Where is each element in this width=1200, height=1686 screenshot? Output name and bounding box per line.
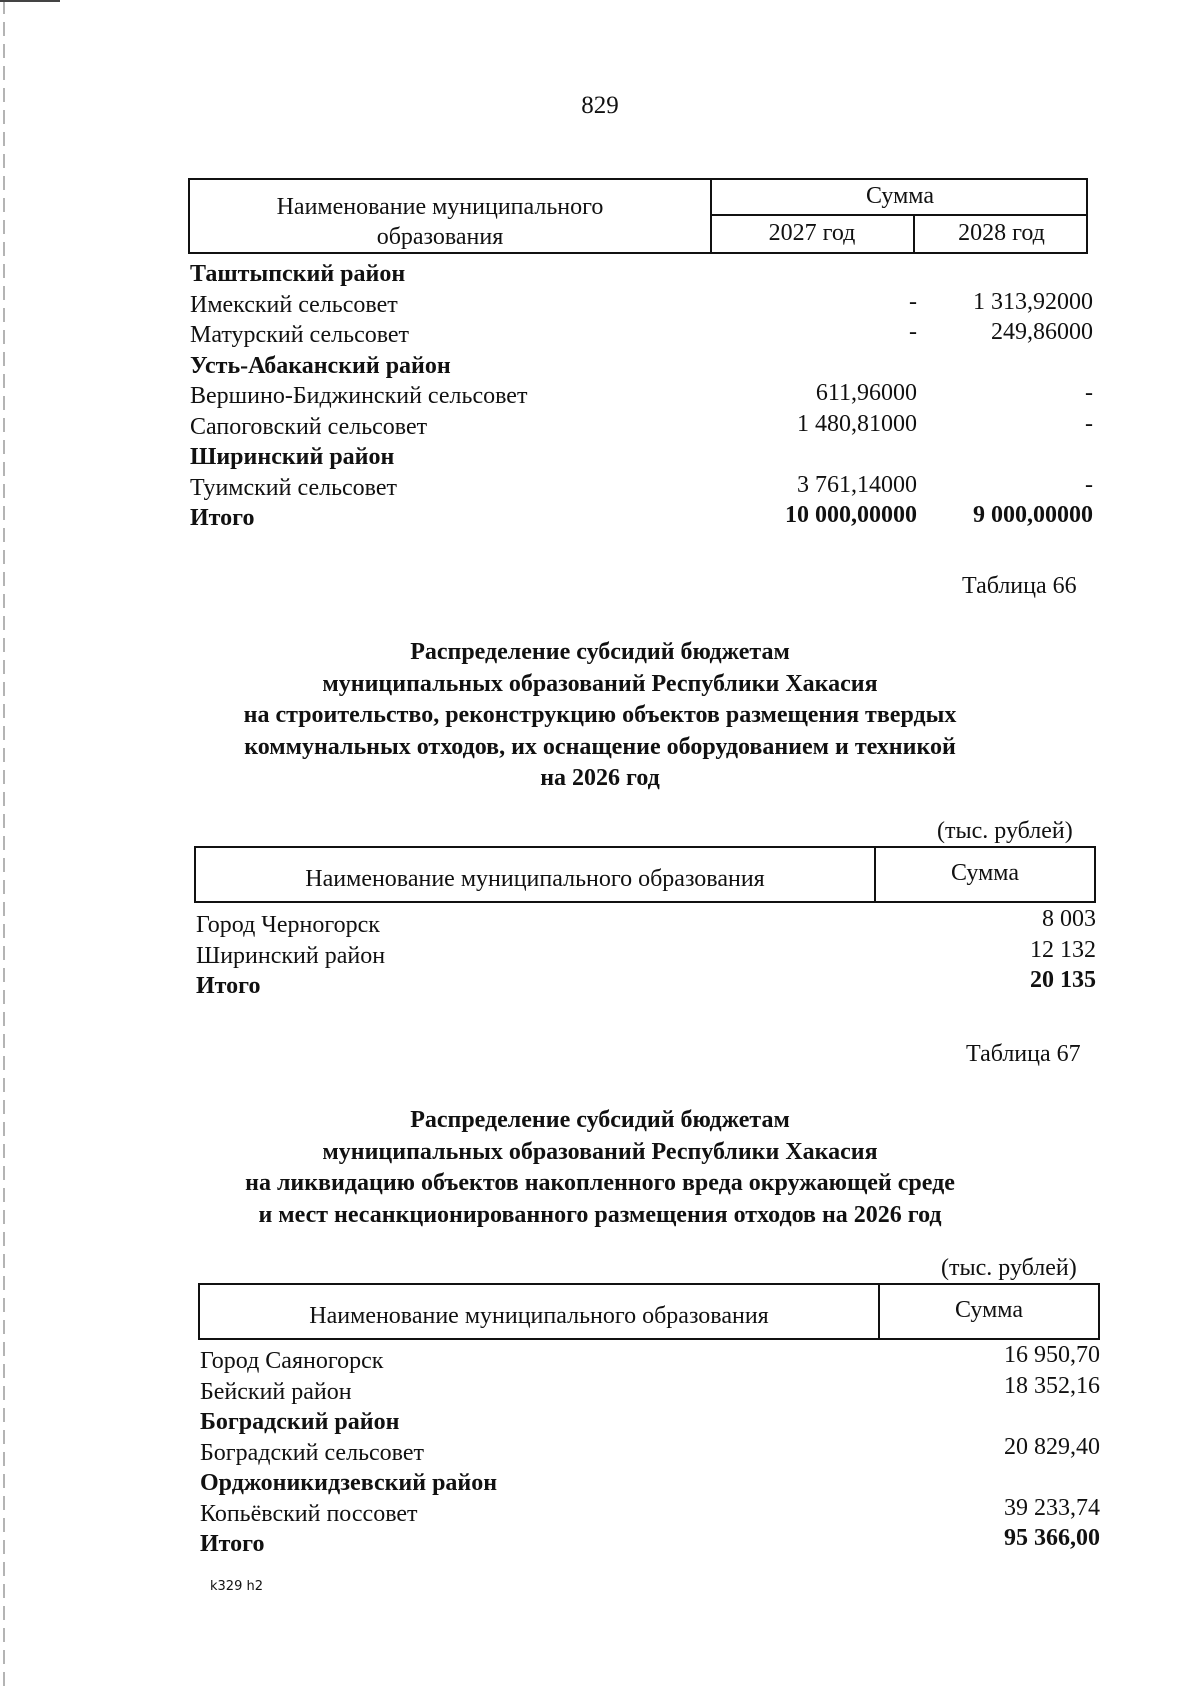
t65-row-2028: 1 313,92000 [973,289,1093,315]
t67-row-name: Копьёвский поссовет [200,1501,418,1527]
t66-row-name: Город Черногорск [196,912,380,938]
t67-row-sum: 39 233,74 [1004,1495,1100,1521]
t66-row-sum: 8 003 [1042,906,1096,932]
t65-row-2027: 3 761,14000 [797,472,917,498]
t65-row-2028: 249,86000 [991,319,1093,345]
t67-title-line: на ликвидацию объектов накопленного вреда окружающей среде [245,1170,955,1196]
t67-title-line: Распределение субсидий бюджетам [410,1107,790,1133]
t67-row-name: Город Саяногорск [200,1348,384,1374]
t66-header [194,846,1096,903]
t67-title-line: и мест несанкционированного размещения отходов на 2026 год [258,1202,942,1228]
t65-row-name: Усть-Абаканский район [190,353,451,379]
t65-header [188,178,1088,254]
t66-row-sum: 20 135 [1030,967,1096,993]
t65-row-name: Имекский сельсовет [190,292,398,318]
scan-top-artifact [0,0,60,2]
t67-row-name: Орджоникидзевский район [200,1470,498,1496]
t65-header-name: Наименование муниципального образования [276,194,604,250]
t65-row-name: Туимский сельсовет [190,475,397,501]
t65-header-2027: 2027 год [768,220,856,246]
t67-row-name: Бейский район [200,1379,352,1405]
t67-row-name: Итого [200,1531,265,1557]
t65-row-2028: 9 000,00000 [973,502,1093,528]
t67-unit: (тыс. рублей) [941,1255,1077,1281]
t65-row-name: Ширинский район [190,444,395,470]
t65-row-name: Итого [190,505,255,531]
t67-header-sum: Сумма [955,1297,1023,1323]
t66-title-line: Распределение субсидий бюджетам [410,639,790,665]
t65-row-2027: - [909,289,917,315]
t66-title-line: на строительство, реконструкцию объектов размещения твердых [243,702,957,728]
scan-edge-artifact [3,0,5,1686]
t65-row-2028: - [1085,380,1093,406]
t65-header-2028: 2028 год [958,220,1045,246]
t66-unit: (тыс. рублей) [937,818,1073,844]
t67-row-sum: 16 950,70 [1004,1342,1100,1368]
t67-title-line: муниципальных образований Республики Хакасия [322,1139,878,1165]
t65-row-2027: 10 000,00000 [785,502,917,528]
t65-row-2027: 1 480,81000 [797,411,917,437]
t66-title-line: муниципальных образований Республики Хакасия [322,671,878,697]
t65-header-sum: Сумма [866,183,934,209]
t67-caption: Таблица 67 [966,1041,1081,1067]
t66-title-line: на 2026 год [540,765,660,791]
t65-row-2027: - [909,319,917,345]
t67-header-name: Наименование муниципального образования [309,1303,769,1329]
t65-row-name: Вершино-Биджинский сельсовет [190,383,528,409]
t67-row-sum: 18 352,16 [1004,1373,1100,1399]
t67-row-name: Боградский район [200,1409,400,1435]
t66-row-name: Итого [196,973,261,999]
t65-row-name: Таштыпский район [190,261,406,287]
t65-row-name: Матурский сельсовет [190,322,410,348]
t67-row-sum: 20 829,40 [1004,1434,1100,1460]
t67-row-name: Боградский сельсовет [200,1440,424,1466]
t66-header-sum: Сумма [951,860,1019,886]
t65-row-name: Сапоговский сельсовет [190,414,428,440]
t66-caption: Таблица 66 [962,573,1077,599]
t67-header [198,1283,1100,1340]
t67-row-sum: 95 366,00 [1004,1525,1100,1551]
t66-title-line: коммунальных отходов, их оснащение оборудованием и техникой [244,734,956,760]
t66-header-name: Наименование муниципального образования [305,866,765,892]
t65-row-2027: 611,96000 [815,380,917,406]
t65-row-2028: - [1085,472,1093,498]
t65-row-2028: - [1085,411,1093,437]
t66-row-sum: 12 132 [1030,937,1096,963]
t66-row-name: Ширинский район [196,943,386,969]
footer-code: k329 h2 [210,1579,263,1594]
page-number: 829 [581,92,619,119]
